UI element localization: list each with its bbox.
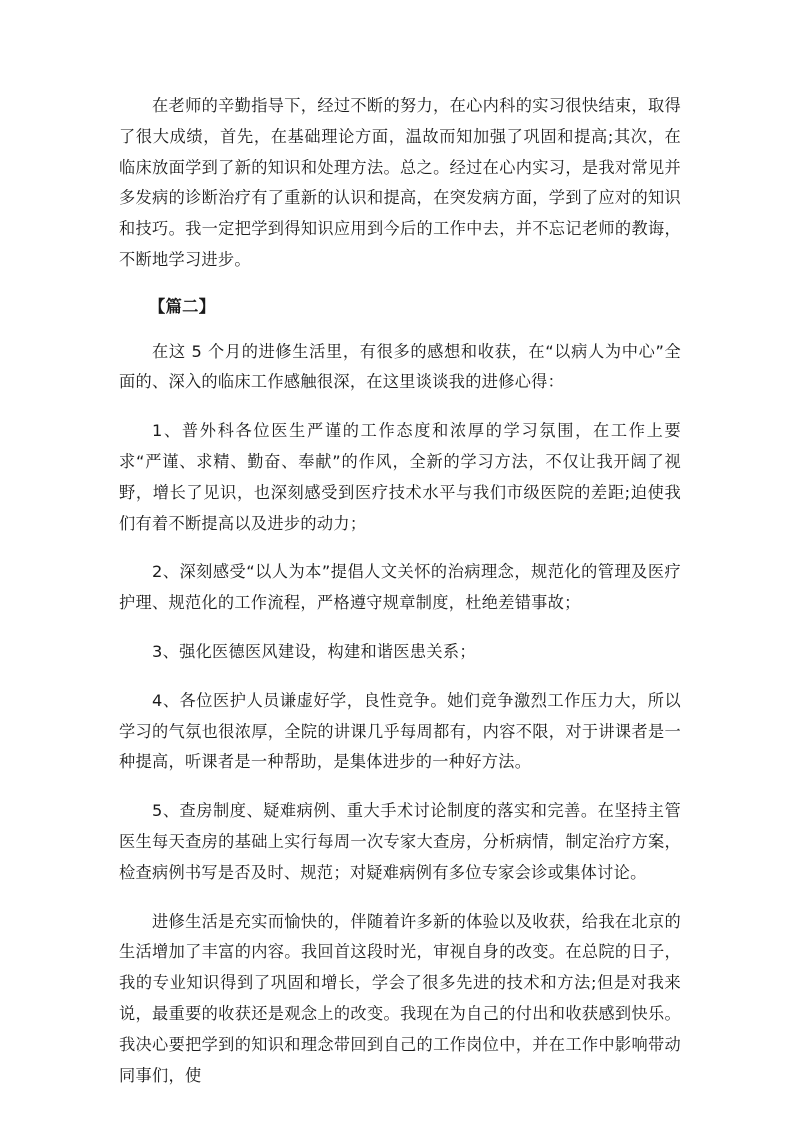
paragraph-item-2: 2、深刻感受“以人为本”提倡人文关怀的治病理念，规范化的管理及医疗护理、规范化的工作流程，严格遵守规章制度，杜绝差错事故；	[119, 562, 681, 613]
paragraph-item-4: 4、各位医护人员谦虚好学，良性竞争。她们竞争激烈工作压力大，所以学习的气氛也很浓厚，全院的讲课几乎每周都有，内容不限，对于讲课者是一种提高，听课者是一种帮助，是集体进步的一种好方法。	[119, 690, 681, 772]
paragraph-item-1: 1、普外科各位医生严谨的工作态度和浓厚的学习氛围，在工作上要求“严谨、求精、勤奋、奉献”的作风，全新的学习方法，不仅让我开阔了视野，增长了见识，也深刻感受到医疗技术水平与我们市级医院的差距;迫使我们有着不断提高以及进步的动力；	[119, 421, 681, 533]
paragraph-item-5: 5、查房制度、疑难病例、重大手术讨论制度的落实和完善。在坚持主管医生每天查房的基础上实行每周一次专家大查房，分析病情，制定治疗方案，检查病例书写是否及时、规范；对疑难病例有多位专家会诊或集体讨论。	[119, 801, 681, 882]
section-heading-part-two: 【篇二】	[149, 296, 216, 316]
paragraph-conclusion: 进修生活是充实而愉快的，伴随着许多新的体验以及收获，给我在北京的生活增加了丰富的内容。我回首这段时光，审视自身的改变。在总院的日子，我的专业知识得到了巩固和增长，学会了很多先进的技术和方法;但是对我来说，最重要的收获还是观念上的改变。我现在为自己的付出和收获感到快乐。我决心要把学到的知识和理念带回到自己的工作岗位中，并在工作中影响带动同事们，使	[119, 911, 681, 1085]
paragraph-intro: 在这 5 个月的进修生活里，有很多的感想和收获，在“以病人为中心”全面的、深入的临床工作感触很深，在这里谈谈我的进修心得：	[119, 341, 681, 392]
paragraph-internship-summary: 在老师的辛勤指导下，经过不断的努力，在心内科的实习很快结束，取得了很大成绩，首先，在基础理论方面，温故而知加强了巩固和提高;其次，在临床放面学到了新的知识和处理方法。总之。经过在心内实习，是我对常见并多发病的诊断治疗有了重新的认识和提高，在突发病方面，学到了应对的知识和技巧。我一定把学到得知识应用到今后的工作中去，并不忘记老师的教诲，不断地学习进步。	[119, 96, 681, 269]
paragraph-item-3: 3、强化医德医风建设，构建和谐医患关系；	[152, 641, 476, 661]
